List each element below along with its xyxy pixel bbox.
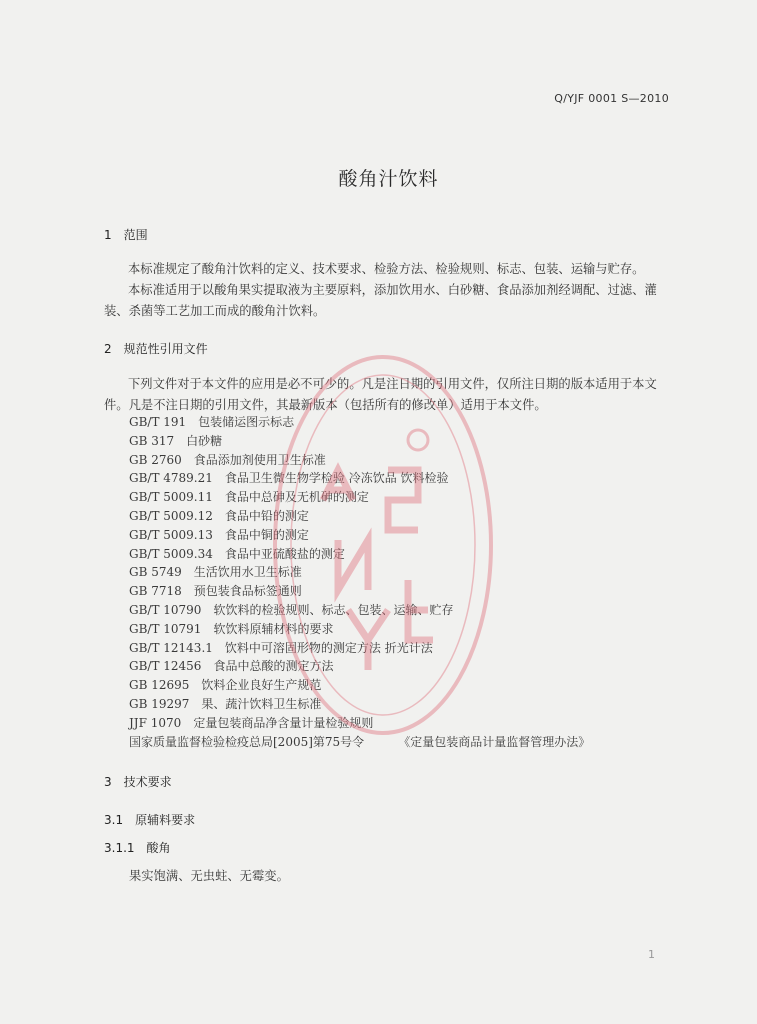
reference-title: 果、蔬汁饮料卫生标准 [201, 696, 322, 711]
paragraph-line: 本标准规定了酸角汁饮料的定义、技术要求、检验方法、检验规则、标志、包装、运输与贮存。 [128, 262, 645, 276]
reference-item [129, 469, 590, 488]
reference-code: GB 19297 [129, 696, 190, 711]
section-title: 酸角 [146, 841, 171, 855]
reference-title: 软饮料原辅材料的要求 [213, 621, 334, 636]
paragraph-line: 下列文件对于本文件的应用是必不可少的。凡是注日期的引用文件，仅所注日期的版本适用于本文 [128, 377, 657, 391]
section-number: 3.1.1 [104, 841, 135, 855]
reference-code: GB 12695 [129, 678, 190, 693]
reference-item [129, 639, 590, 658]
section-number: 3 [104, 775, 112, 789]
reference-item [129, 582, 590, 601]
reference-title: 《定量包装商品计量监督管理办法》 [398, 734, 591, 749]
reference-item [129, 714, 590, 733]
section-title: 技术要求 [123, 775, 172, 789]
reference-code: GB/T 5009.34 [129, 546, 213, 561]
section-title: 范围 [123, 228, 148, 242]
section-number: 3.1 [104, 813, 124, 827]
reference-code: GB/T 10790 [129, 602, 202, 617]
reference-code: GB 7718 [129, 584, 182, 599]
reference-code: GB/T 5009.12 [129, 508, 213, 523]
reference-item [129, 676, 590, 695]
section-1-heading [104, 226, 148, 243]
reference-title: 食品中总酸的测定方法 [213, 659, 334, 674]
document-title: 酸角汁饮料 [338, 168, 439, 190]
reference-code: GB 317 [129, 433, 175, 448]
paragraph-line: 装、杀菌等工艺加工而成的酸角汁饮料。 [104, 304, 326, 318]
reference-title: 生活饮用水卫生标准 [193, 565, 302, 580]
reference-title: 食品中总砷及无机砷的测定 [224, 490, 369, 505]
reference-code: GB/T 12456 [129, 659, 202, 674]
reference-item [129, 657, 590, 676]
reference-item [129, 733, 590, 752]
section-title: 规范性引用文件 [123, 342, 208, 356]
section-number: 1 [104, 228, 112, 242]
reference-title: 饮料企业良好生产规范 [201, 678, 322, 693]
section-number: 2 [104, 342, 112, 356]
reference-code: 国家质量监督检验检疫总局[2005]第75号令 [129, 734, 365, 749]
reference-code: GB/T 10791 [129, 621, 202, 636]
reference-title: 食品卫生微生物学检验 冷冻饮品 饮料检验 [224, 471, 449, 486]
reference-list [129, 413, 590, 751]
subsection-3-1-1-heading [104, 839, 171, 856]
reference-title: 食品添加剂使用卫生标准 [193, 452, 326, 467]
reference-item [129, 451, 590, 470]
reference-title: 预包装食品标签通则 [193, 584, 302, 599]
reference-code: GB/T 191 [129, 415, 187, 429]
reference-item [129, 620, 590, 639]
reference-title: 饮料中可溶固形物的测定方法 折光计法 [224, 640, 433, 655]
reference-item [129, 695, 590, 714]
subsection-3-1-heading [104, 811, 195, 828]
standard-code: Q/YJF 0001 S—2010 [554, 92, 669, 105]
paragraph-line: 本标准适用于以酸角果实提取液为主要原料，添加饮用水、白砂糖、食品添加剂经调配、过滤、灌 [128, 283, 657, 297]
reference-title: 食品中铅的测定 [224, 508, 309, 523]
reference-item [129, 488, 590, 507]
reference-title: 食品中铜的测定 [224, 527, 309, 542]
reference-item [129, 413, 590, 432]
reference-item [129, 526, 590, 545]
section-title: 原辅料要求 [135, 813, 196, 827]
reference-title: 包装储运图示标志 [198, 415, 295, 429]
paragraph-line: 件。凡是不注日期的引用文件，其最新版本（包括所有的修改单）适用于本文件。 [104, 398, 547, 412]
reference-item [129, 432, 590, 451]
reference-item [129, 601, 590, 620]
reference-code: GB/T 12143.1 [129, 640, 213, 655]
reference-title: 白砂糖 [186, 433, 223, 448]
section-2-text [104, 374, 670, 416]
reference-item [129, 563, 590, 582]
section-1-text [104, 259, 670, 322]
section-2-heading [104, 340, 208, 357]
reference-title: 食品中亚硫酸盐的测定 [224, 546, 345, 561]
page-number: 1 [648, 948, 655, 961]
reference-code: GB 2760 [129, 452, 182, 467]
reference-code: GB/T 5009.11 [129, 490, 213, 505]
reference-code: GB/T 5009.13 [129, 527, 213, 542]
reference-item [129, 545, 590, 564]
reference-code: GB 5749 [129, 565, 182, 580]
reference-code: GB/T 4789.21 [129, 471, 213, 486]
subsection-3-1-1-text: 果实饱满、无虫蛀、无霉变。 [129, 869, 289, 883]
reference-title: 定量包装商品净含量计量检验规则 [193, 715, 374, 730]
reference-title: 软饮料的检验规则、标志、包装、运输、贮存 [213, 602, 454, 617]
section-3-heading [104, 773, 172, 790]
reference-code: JJF 1070 [129, 715, 182, 730]
reference-item [129, 507, 590, 526]
